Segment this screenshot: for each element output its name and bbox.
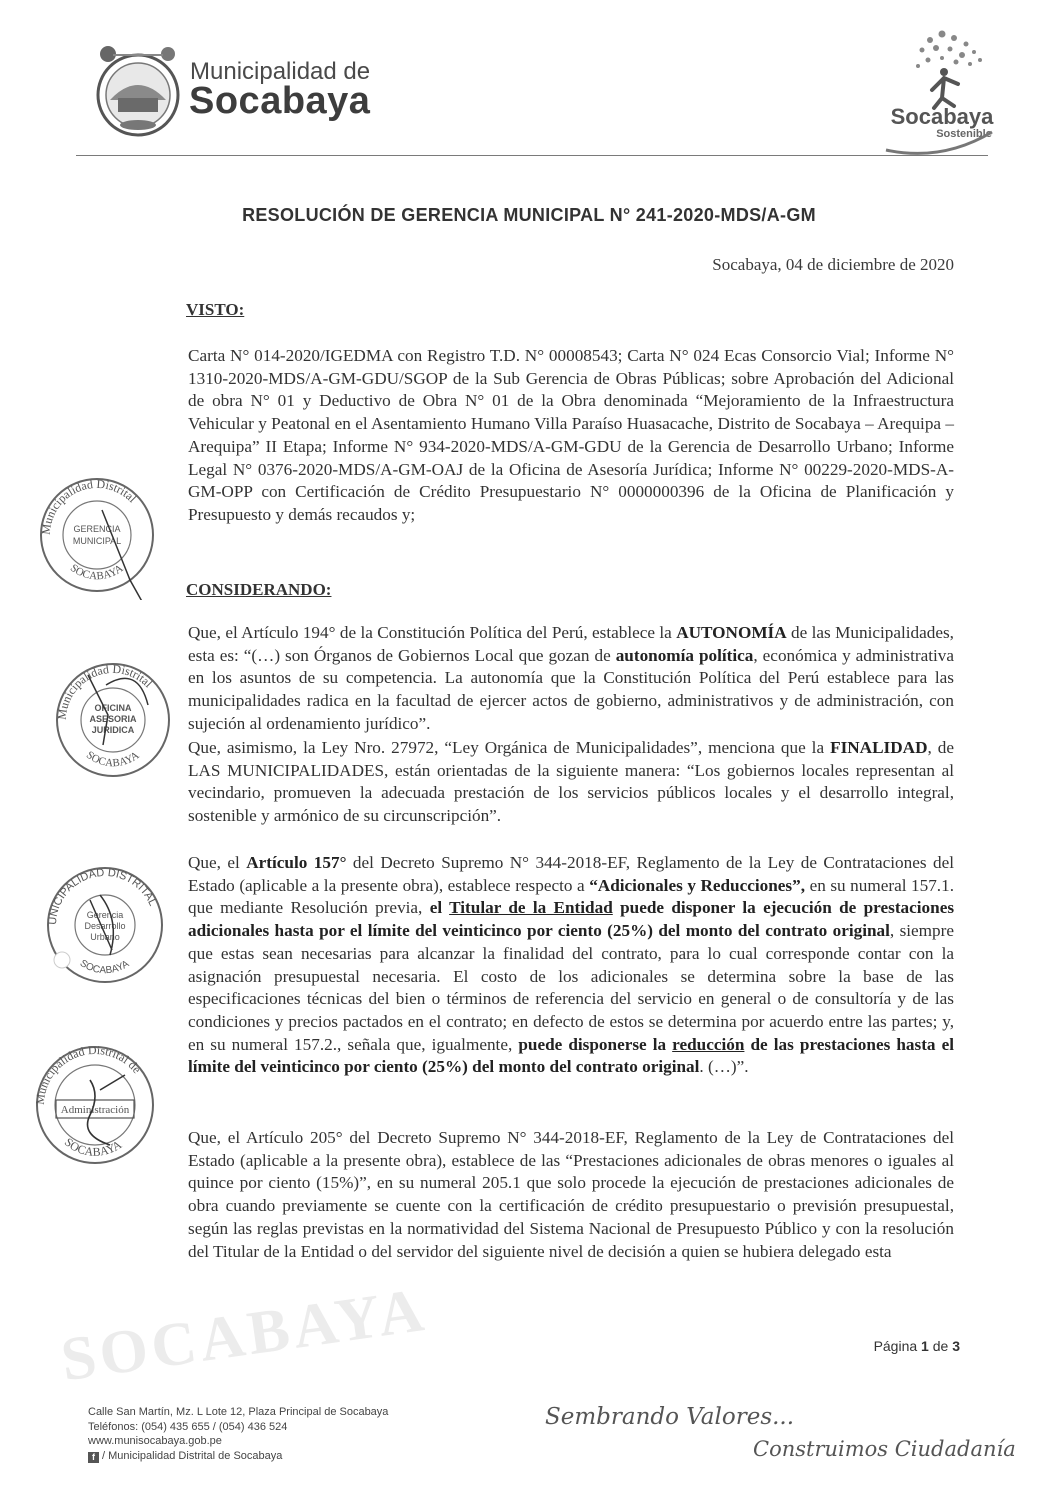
municipal-crest-logo (88, 40, 188, 140)
stamp-3-ring-text: UNICIPALIDAD DISTRITAL (46, 866, 159, 926)
stamp-2-inner-1: OFICINA (94, 703, 132, 713)
brand-name-text: Socabaya (890, 104, 994, 129)
socabaya-sostenible-logo (872, 20, 1012, 160)
municipality-name-line1: Municipalidad de (190, 58, 371, 85)
brand-tagline-text: Sostenible (936, 128, 992, 140)
administracion-stamp (30, 1040, 160, 1170)
watermark: SOCABAYA (56, 1275, 432, 1395)
footer-website: www.munisocabaya.gob.pe (88, 1435, 222, 1447)
municipality-name-line2: Socabaya (189, 80, 371, 122)
considerando-paragraph-2: Que, asimismo, la Ley Nro. 27972, “Ley Orgánica de Municipalidades”, menciona que la FINALIDAD, de LAS MUNICIPALIDADES, están orientadas de la siguiente manera: “Los gobiernos locales representan al vecindario, promueven la adecuada prestación de los servicios públicos locales y el desarrollo integral, sostenible y armónico de su circunscripción”. (188, 738, 954, 826)
considerando-paragraph-3: Que, el Artículo 157° del Decreto Supremo N° 344-2018-EF, Reglamento de la Ley de Contrataciones del Estado (aplicable a la presente obra), establece respecto a “Adicionales y Reducciones”, en su numeral 157.1. que mediante Resolución previa, el Titular de la Entidad puede disponer la ejecución de prestaciones adicionales hasta por el límite del veinticinco por ciento (25%) del monto del contrato original, siempre que estas sean necesarias para alcanzar la finalidad del contrato, para lo cual corresponde contar con la asignación presupuestal necesaria. El costo de los adicionales se determina sobre la base de las especificaciones técnicas del bien o términos de referencia del servicio en general o de consultoría y de las condiciones y precios pactados en el contrato; en defecto de estos se determina por acuerdo entre las partes; y, en su numeral 157.2., señala que, igualmente, puede disponerse la reducción de las prestaciones hasta el límite del veinticinco por ciento (25%) del monto del contrato original. (…)”. (188, 853, 955, 1077)
svg-text:SOCABAYA (78, 958, 132, 976)
considerando-paragraph-4: Que, el Artículo 205° del Decreto Supremo N° 344-2018-EF, Reglamento de la Ley de Contrataciones del Estado (aplicable a la presente obra), establece de las “Prestaciones adicionales de obras menores o iguales al quince por ciento (15%)”, en su numeral 205.1 que solo procede la ejecución de prestaciones adicionales de obra cuando previamente se cuente con la certificación de crédito presupuestario o previsión presupuestal, según las reglas previstas en la normatividad del Sistema Nacional de Presupuesto Público y con la resolución del Titular de la Entidad o del servidor del siguiente nivel de decisión a quien se hubiera delegado esta (188, 1128, 954, 1261)
stamp-1-inner-1: GERENCIA (73, 524, 121, 534)
header-divider (76, 155, 988, 156)
stamp-4-inner-1: Administración (60, 1104, 130, 1116)
stamp-4-ring-text: Municipalidad Distrital de (32, 1042, 144, 1106)
stamp-2-ring-text: Municipalidad Distrital (54, 661, 156, 721)
stamp-2-bottom: SOCABAYA (83, 749, 142, 770)
visto-heading: VISTO: (186, 300, 245, 319)
resolution-title: RESOLUCIÓN DE GERENCIA MUNICIPAL N° 241-2020-MDS/A-GM (242, 205, 816, 225)
stamp-1-ring-text: Municipalidad Distrital (38, 476, 140, 536)
footer-slogan-2: Construimos Ciudadanía (753, 1437, 1016, 1461)
stamp-3-inner-1: Gerencia (86, 910, 124, 920)
footer-contact-info (88, 1405, 388, 1463)
stamp-2-inner-3: JURIDICA (91, 725, 135, 735)
visto-paragraph: Carta N° 014-2020/IGEDMA con Registro T.D. N° 00008543; Carta N° 024 Ecas Consorcio Vial; Informe N° 1310-2020-MDS/A-GM-GDU/SGOP de la Sub Gerencia de Obras Públicas; sobre Aprobación del Adicional de obra N° 01 y Deductivo de Obra N° 01 de la Obra denominada “Mejoramiento de la Infraestructura Vehicular y Peatonal en el Asentamiento Humano Villa Paraíso Huasacache, Distrito de Socabaya – Arequipa – Arequipa” II Etapa; Informe N° 934-2020-MDS/A-GM-GDU de la Gerencia de Desarrollo Urbano; Informe Legal N° 0376-2020-MDS/A-GM-OAJ de la Oficina de Asesoría Jurídica; Informe N° 00229-2020-MDS-A-GM-OPP con Certificación de Crédito Presupuestario N° 0000000396 de la Oficina de Planificación y Presupuesto y demás recaudos y; (188, 346, 954, 524)
footer-phones: Teléfonos: (054) 435 655 / (054) 436 524 (88, 1420, 288, 1433)
svg-text:SOCABAYA (62, 1135, 124, 1159)
stamp-3-inner-3: Urbano (90, 932, 120, 942)
resolution-date: Socabaya, 04 de diciembre de 2020 (712, 255, 954, 274)
asesoria-juridica-stamp (48, 655, 178, 785)
footer-address: Calle San Martín, Mz. L Lote 12, Plaza Principal de Socabaya (88, 1406, 389, 1418)
page-number: Página 1 de 3 (873, 1338, 960, 1354)
footer-facebook: f / Municipalidad Distrital de Socabaya (88, 1449, 388, 1464)
stamp-4-bottom: SOCABAYA (61, 1134, 125, 1159)
desarrollo-urbano-stamp (40, 860, 170, 990)
stamp-3-bottom: SOCABAYA (77, 957, 132, 977)
svg-text:SOCABAYA (68, 562, 125, 582)
facebook-icon: f (88, 1452, 99, 1463)
stamp-2-inner-2: ASESORIA (89, 714, 137, 724)
considerando-paragraph-1: Que, el Artículo 194° de la Constitución Política del Perú, establece la AUTONOMÍA de las Municipalidades, esta es: “(…) son Órganos de Gobiernos Local que gozan de autonomía política, económica y administrativa en los asuntos de su competencia. La autonomía que la Constitución Política del Perú establece para las municipalidades radica en la facultad de ejercer actos de gobierno, administrativos y de administración, con sujeción al ordenamiento jurídico”. (188, 623, 955, 733)
svg-text:Municipalidad Distrital de (33, 1043, 144, 1106)
footer-slogan-1: Sembrando Valores... (545, 1404, 795, 1430)
stamp-1-bottom: SOCABAYA (67, 562, 126, 583)
stamp-1-inner-2: MUNICIPAL (72, 536, 122, 546)
gerencia-municipal-stamp (32, 470, 162, 600)
stamp-3-inner-2: Desarrollo (84, 921, 126, 931)
considerando-heading: CONSIDERANDO: (186, 580, 332, 599)
